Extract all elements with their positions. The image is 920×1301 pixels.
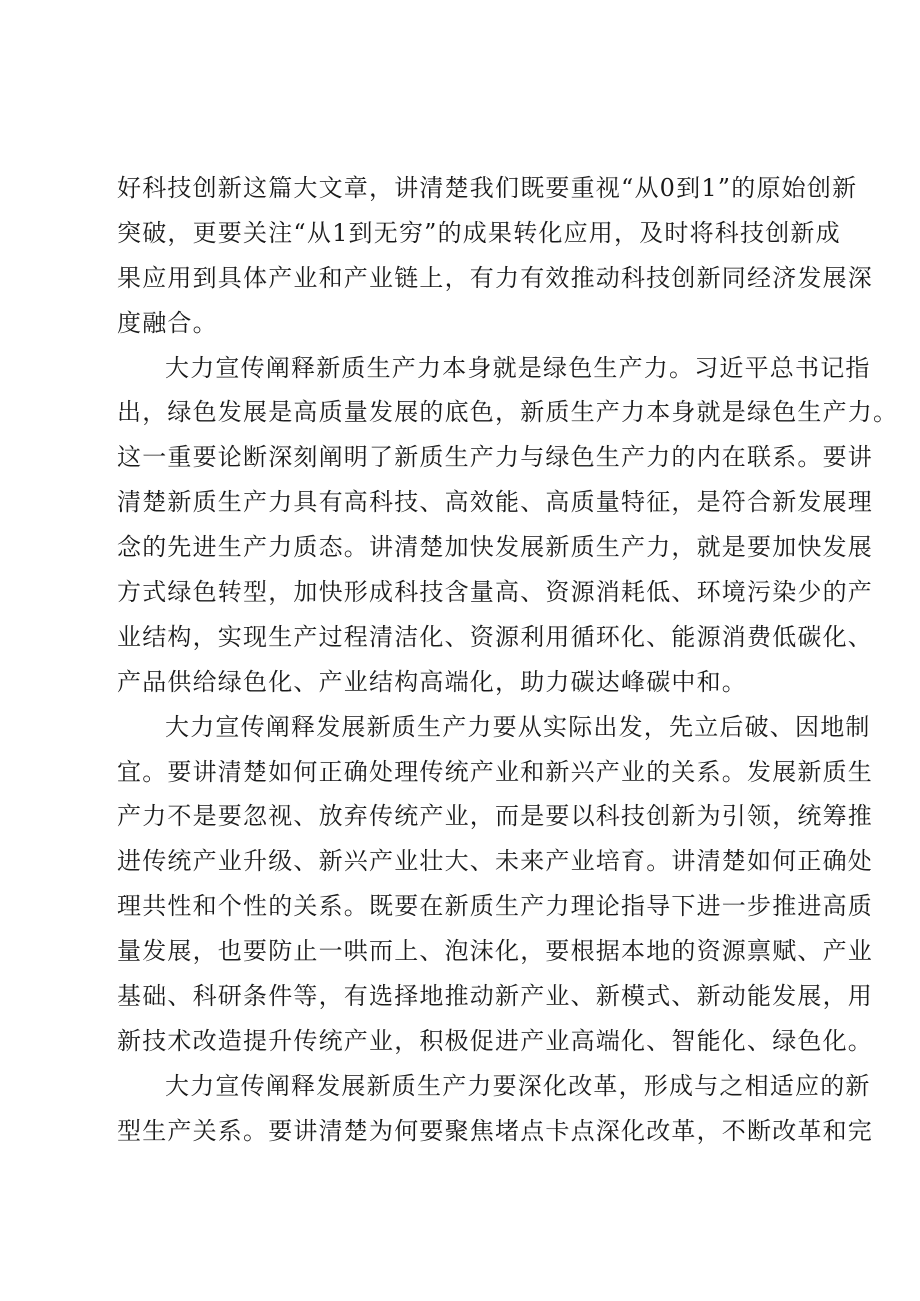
text-line: 突破，更要关注“从1到无穷”的成果转化应用，及时将科技创新成 bbox=[117, 218, 841, 247]
text-line: 宜。要讲清楚如何正确处理传统产业和新兴产业的关系。发展新质生 bbox=[117, 757, 873, 786]
text-line: 基础、科研条件等，有选择地推动新产业、新模式、新动能发展，用 bbox=[117, 982, 873, 1011]
text-line: 大力宣传阐释发展新质生产力要深化改革，形成与之相适应的新 bbox=[165, 1071, 871, 1100]
document-body bbox=[117, 166, 899, 1154]
text-line: 度融合。 bbox=[117, 308, 218, 337]
text-line: 念的先进生产力质态。讲清楚加快发展新质生产力，就是要加快发展 bbox=[117, 533, 873, 562]
text-line: 型生产关系。要讲清楚为何要聚焦堵点卡点深化改革，不断改革和完 bbox=[117, 1116, 873, 1145]
text-line: 产力不是要忽视、放弃传统产业，而是要以科技创新为引领，统筹推 bbox=[117, 802, 873, 831]
text-line: 清楚新质生产力具有高科技、高效能、高质量特征，是符合新发展理 bbox=[117, 488, 873, 517]
text-line: 果应用到具体产业和产业链上，有力有效推动科技创新同经济发展深 bbox=[117, 263, 873, 292]
text-line: 大力宣传阐释新质生产力本身就是绿色生产力。习近平总书记指 bbox=[165, 353, 871, 382]
text-line: 产品供给绿色化、产业结构高端化，助力碳达峰碳中和。 bbox=[117, 667, 747, 696]
text-line: 进传统产业升级、新兴产业壮大、未来产业培育。讲清楚如何正确处 bbox=[117, 847, 873, 876]
text-line: 大力宣传阐释发展新质生产力要从实际出发，先立后破、因地制 bbox=[165, 712, 871, 741]
text-line: 这一重要论断深刻阐明了新质生产力与绿色生产力的内在联系。要讲 bbox=[117, 443, 873, 472]
text-line: 业结构，实现生产过程清洁化、资源利用循环化、能源消费低碳化、 bbox=[117, 622, 873, 651]
text-line: 出，绿色发展是高质量发展的底色，新质生产力本身就是绿色生产力。 bbox=[117, 398, 899, 427]
text-line: 好科技创新这篇大文章，讲清楚我们既要重视“从0到1”的原始创新 bbox=[117, 174, 858, 202]
text-line: 理共性和个性的关系。既要在新质生产力理论指导下进一步推进高质 bbox=[117, 892, 873, 921]
text-line: 新技术改造提升传统产业，积极促进产业高端化、智能化、绿色化。 bbox=[117, 1026, 873, 1055]
text-line: 量发展，也要防止一哄而上、泡沫化，要根据本地的资源禀赋、产业 bbox=[117, 937, 873, 966]
text-line: 方式绿色转型，加快形成科技含量高、资源消耗低、环境污染少的产 bbox=[117, 578, 873, 607]
